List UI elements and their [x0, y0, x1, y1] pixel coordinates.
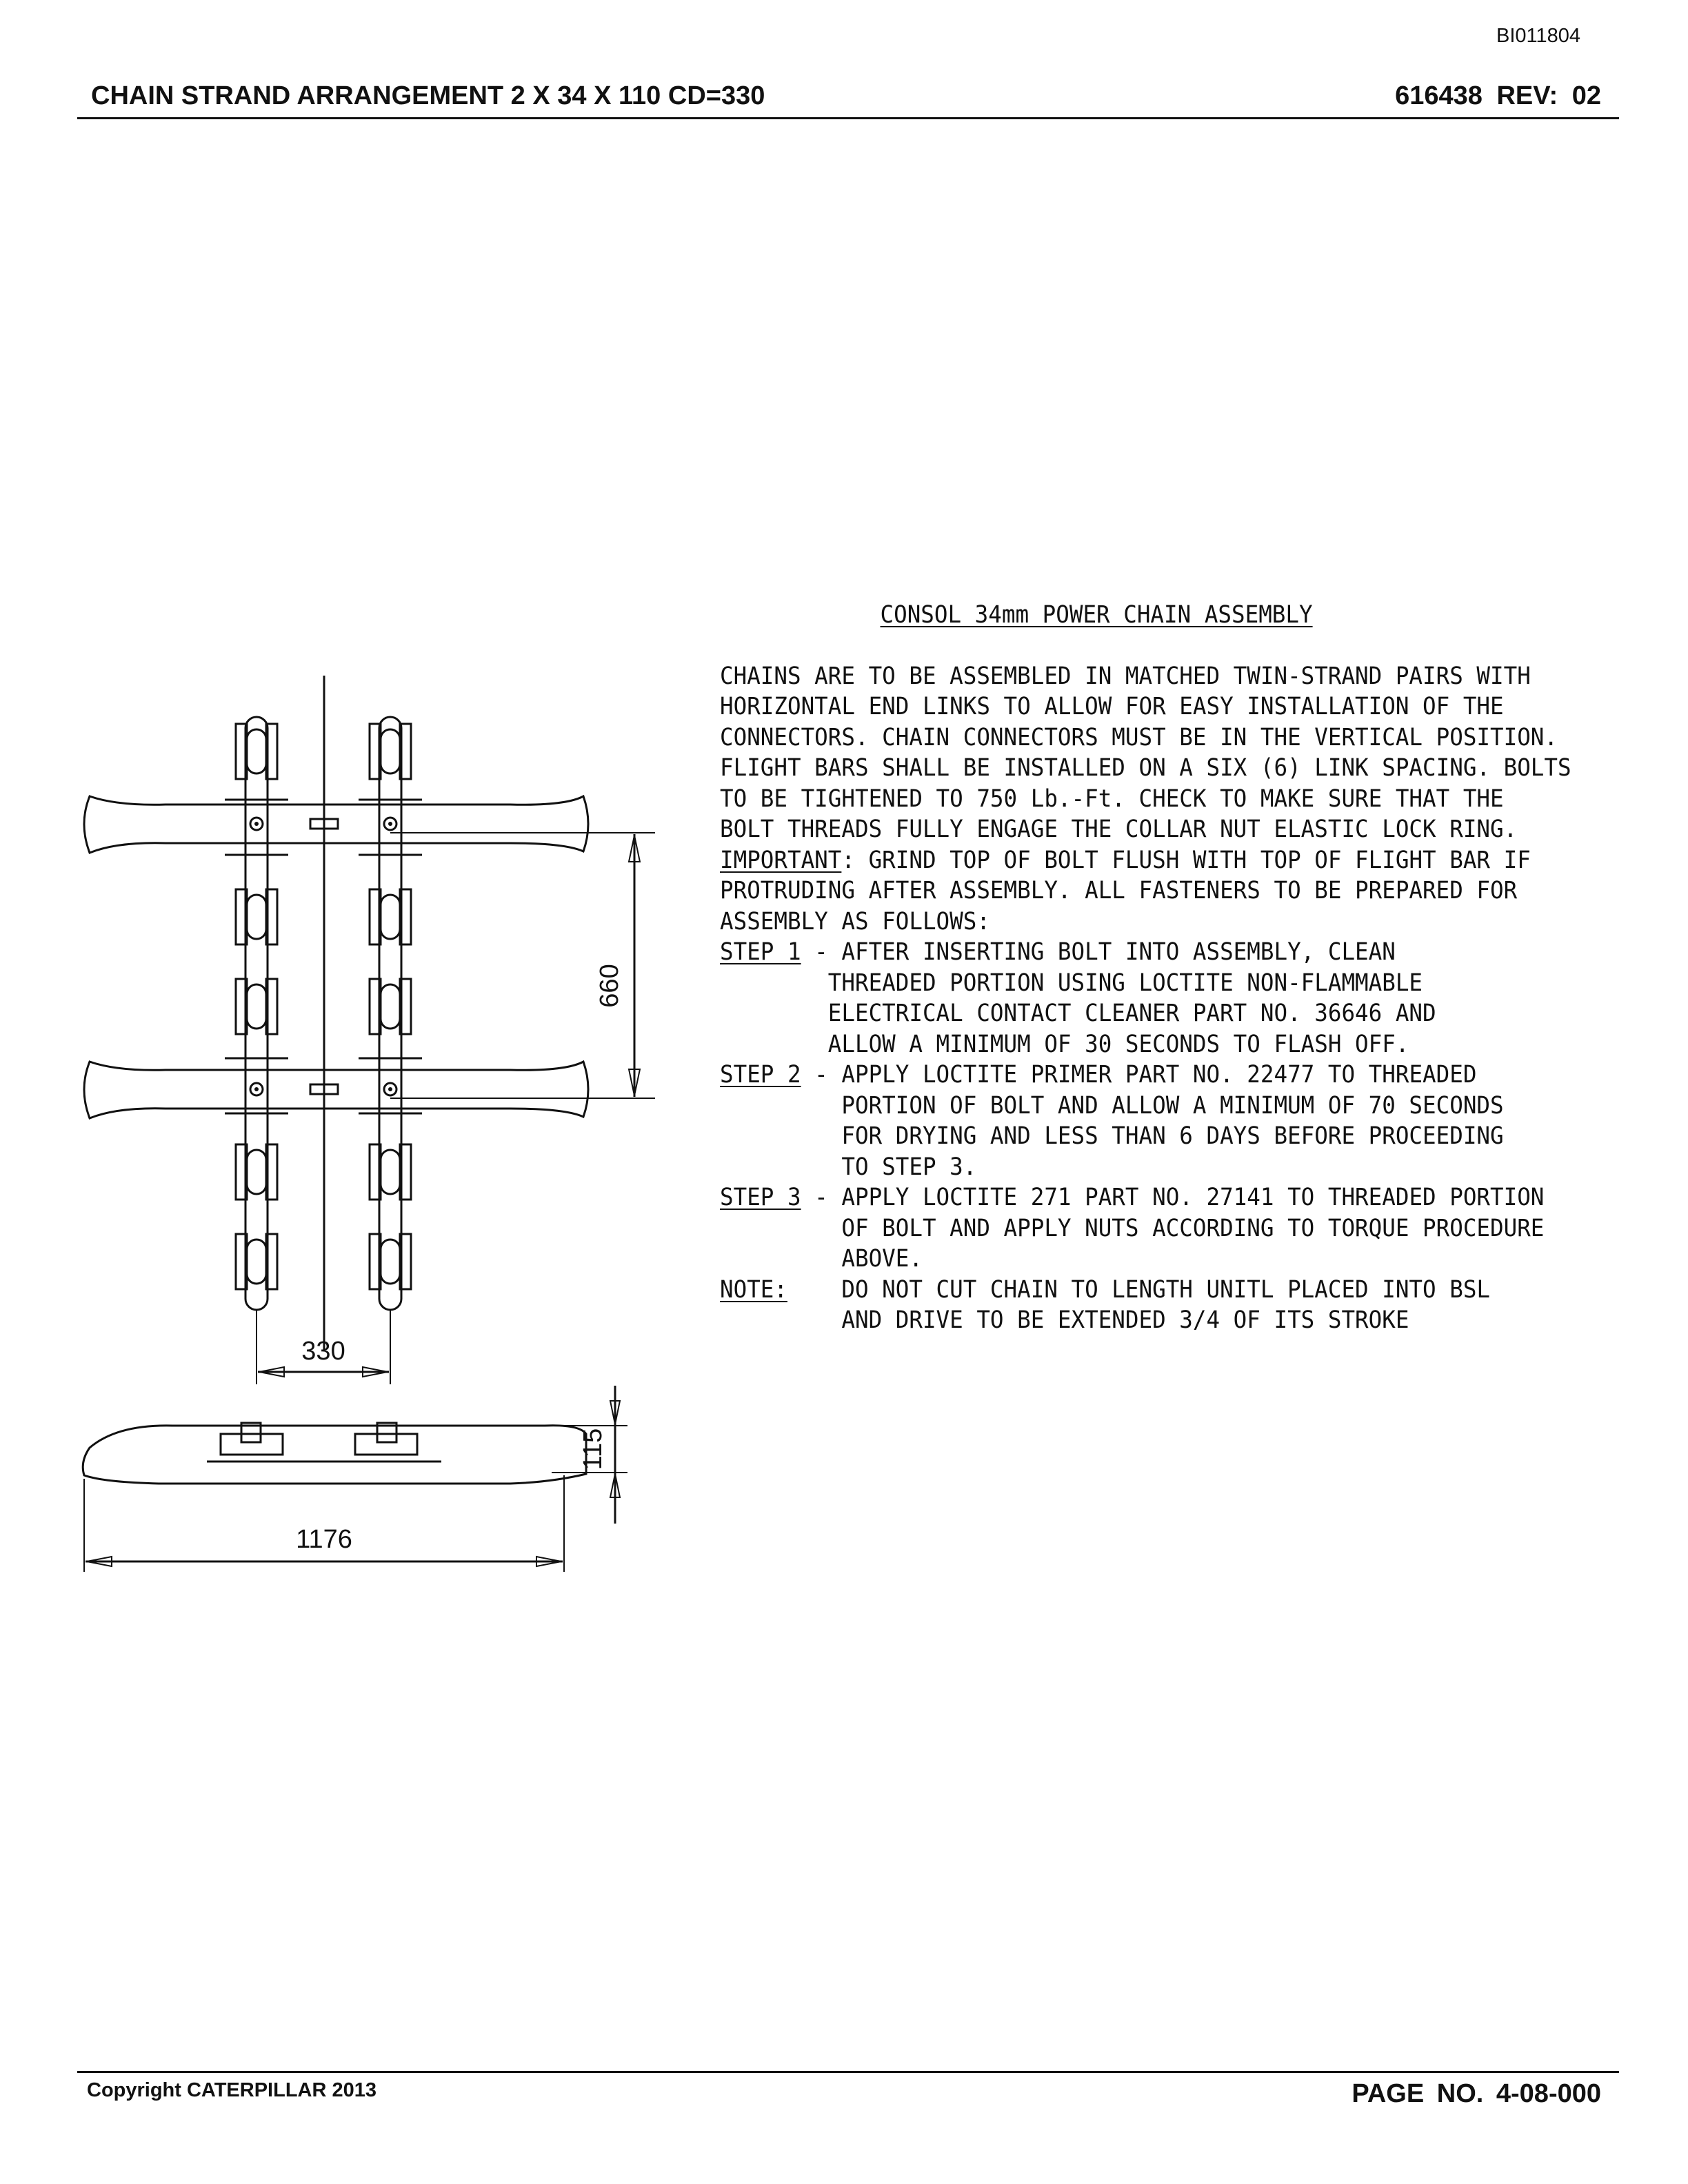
chain-assembly-drawing	[69, 662, 662, 1579]
important-label: IMPORTANT	[720, 846, 842, 874]
flight-bar-upper	[84, 796, 588, 853]
step2-text: TO STEP 3.	[720, 1153, 977, 1181]
part-revision: 616438 REV: 02	[1395, 81, 1601, 110]
dimension-660	[390, 833, 655, 1098]
step3-text: ABOVE.	[720, 1245, 923, 1273]
step3-text: - APPLY LOCTITE 271 PART NO. 27141 TO THREADED PORTION	[801, 1184, 1545, 1211]
footer-rule	[77, 2071, 1619, 2073]
step1-text: ALLOW A MINIMUM OF 30 SECONDS TO FLASH OFF.	[720, 1030, 1409, 1058]
dim-1176-label: 1176	[296, 1525, 352, 1554]
step2-text: FOR DRYING AND LESS THAN 6 DAYS BEFORE PROCEEDING	[720, 1122, 1504, 1150]
dim-330-label: 330	[301, 1337, 345, 1366]
right-chain-strand	[359, 717, 422, 1310]
important-text: : GRIND TOP OF BOLT FLUSH WITH TOP OF FLIGHT BAR IF	[841, 846, 1531, 874]
intro-line: HORIZONTAL END LINKS TO ALLOW FOR EASY INSTALLATION OF THE	[720, 693, 1504, 720]
note-text: AND DRIVE TO BE EXTENDED 3/4 OF ITS STROKE	[720, 1306, 1409, 1334]
intro-line: BOLT THREADS FULLY ENGAGE THE COLLAR NUT ELASTIC LOCK RING.	[720, 816, 1518, 843]
step1-label: STEP 1	[720, 938, 801, 966]
dimension-1176	[84, 1475, 564, 1572]
step2-text: PORTION OF BOLT AND ALLOW A MINIMUM OF 70 SECONDS	[720, 1091, 1504, 1120]
intro-line: CHAINS ARE TO BE ASSEMBLED IN MATCHED TWIN-STRAND PAIRS WITH	[720, 662, 1531, 690]
important-text: PROTRUDING AFTER ASSEMBLY. ALL FASTENERS TO BE PREPARED FOR	[720, 877, 1518, 904]
intro-line: FLIGHT BARS SHALL BE INSTALLED ON A SIX (6) LINK SPACING. BOLTS	[720, 754, 1571, 782]
note-label: NOTE:	[720, 1275, 787, 1304]
left-chain-strand	[225, 717, 288, 1310]
assembly-notes	[720, 600, 1573, 1336]
step1-text: ELECTRICAL CONTACT CLEANER PART NO. 36646 AND	[720, 1000, 1436, 1027]
flight-bar-lower	[84, 1062, 588, 1118]
important-text: ASSEMBLY AS FOLLOWS:	[720, 907, 990, 936]
page-title: CHAIN STRAND ARRANGEMENT 2 X 34 X 110 CD=330	[91, 81, 765, 110]
flight-bar-side-view	[83, 1423, 586, 1484]
step1-text: - AFTER INSERTING BOLT INTO ASSEMBLY, CLEAN	[801, 938, 1396, 966]
notes-heading: CONSOL 34mm POWER CHAIN ASSEMBLY	[880, 601, 1313, 629]
step2-text: - APPLY LOCTITE PRIMER PART NO. 22477 TO THREADED	[801, 1061, 1477, 1089]
intro-line: TO BE TIGHTENED TO 750 Lb.-Ft. CHECK TO MAKE SURE THAT THE	[720, 785, 1504, 813]
step1-text: THREADED PORTION USING LOCTITE NON-FLAMMABLE	[720, 969, 1423, 997]
copyright: Copyright CATERPILLAR 2013	[87, 2079, 377, 2101]
dimension-115	[552, 1386, 627, 1524]
dim-660-label: 660	[595, 964, 624, 1008]
step3-text: OF BOLT AND APPLY NUTS ACCORDING TO TORQUE PROCEDURE	[720, 1214, 1545, 1242]
step2-label: STEP 2	[720, 1061, 801, 1089]
note-text: DO NOT CUT CHAIN TO LENGTH UNITL PLACED INTO BSL	[787, 1275, 1491, 1304]
header-rule	[77, 117, 1619, 119]
page-number: PAGE NO. 4-08-000	[1352, 2079, 1601, 2108]
document-id: BI011804	[1496, 25, 1581, 47]
intro-line: CONNECTORS. CHAIN CONNECTORS MUST BE IN THE VERTICAL POSITION.	[720, 723, 1558, 751]
dim-115-label: 115	[579, 1428, 607, 1470]
step3-label: STEP 3	[720, 1184, 801, 1211]
